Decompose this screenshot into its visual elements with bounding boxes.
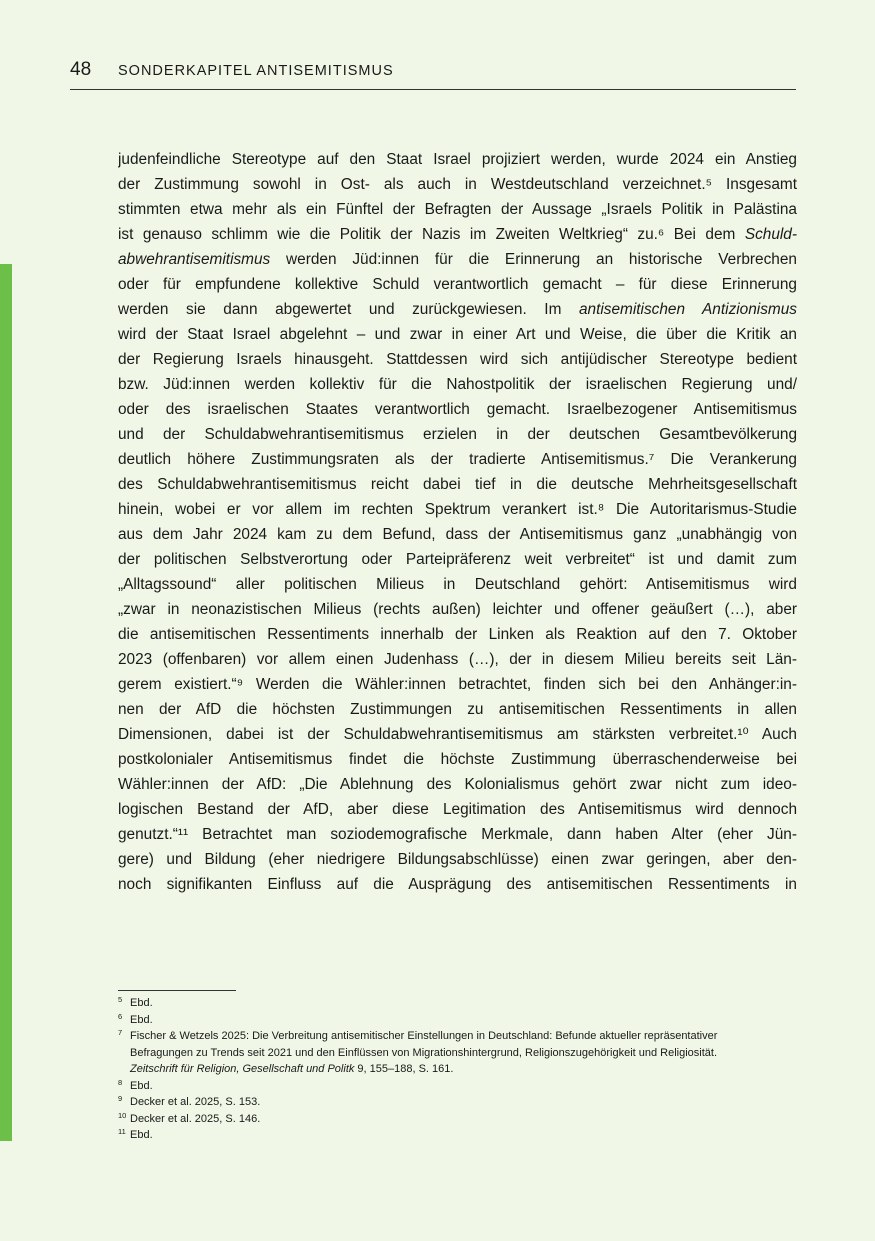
text-line: der Regierung Israels hinausgeht. Stattdessen wird sich antijüdischer Stereotype bedient <box>118 351 797 368</box>
text-line: Wähler:innen der AfD: „Die Ablehnung des Kolonialismus gehört zwar nicht zum ideo- <box>118 776 797 793</box>
footnote: 9 Decker et al. 2025, S. 153. <box>118 1094 261 1108</box>
text-line: gerem existiert.“⁹ Werden die Wähler:innen betrachtet, finden sich bei den Anhänger:in- <box>118 676 797 693</box>
text-line: werden sie dann abgewertet und zurückgewiesen. Im antisemitischen Antizionismus <box>118 301 797 318</box>
text-line: 2023 (offenbaren) vor allem einen Judenhass (…), der in diesem Milieu bereits seit Län- <box>118 651 797 668</box>
footnote: 5 Ebd. <box>118 995 153 1009</box>
footnotes <box>118 995 798 1144</box>
footnote: 7 Fischer & Wetzels 2025: Die Verbreitung antisemitischer Einstellungen in Deutschland: Befunde aktueller repräsentativer Befragungen zu Trends seit 2021 und den Einflüssen von Migrationshintergrund, Religionszugehörigkeit und Religiosität. Zeitschrift für Religion, Gesellschaft und Politk 9, 155–188, S. 161. <box>118 1028 718 1075</box>
text-line: bzw. Jüd:innen werden kollektiv für die Nahostpolitik der israelischen Regierung und/ <box>118 376 797 393</box>
text-line: logischen Bestand der AfD, aber diese Legitimation des Antisemitismus wird dennoch <box>118 801 797 818</box>
text-line: oder des israelischen Staates verantwortlich gemacht. Israelbezogener Antisemitismus <box>118 401 797 418</box>
text-line: „zwar in neonazistischen Milieus (rechts außen) leichter und offener geäußert (…), aber <box>118 601 797 618</box>
text-line: abwehrantisemitismus werden Jüd:innen für die Erinnerung an historische Verbrechen <box>118 251 797 268</box>
text-line: oder für empfundene kollektive Schuld verantwortlich gemacht – für diese Erinnerung <box>118 276 797 293</box>
text-line: gere) und Bildung (eher niedrigere Bildungsabschlüsse) einen zwar geringen, aber den- <box>118 851 797 868</box>
text-line: nen der AfD die höchsten Zustimmungen zu antisemitischen Ressentiments in allen <box>118 701 797 718</box>
page-number: 48 <box>70 59 92 80</box>
footnote: 6 Ebd. <box>118 1011 153 1026</box>
footnote-rule <box>118 990 236 991</box>
body-text <box>118 147 797 897</box>
running-title: SONDERKAPITEL ANTISEMITISMUS <box>118 63 394 79</box>
text-line: die antisemitischen Ressentiments innerhalb der Linken als Reaktion auf den 7. Oktober <box>118 626 797 643</box>
page-header <box>70 58 796 90</box>
footnote: 11 Ebd. <box>118 1127 153 1141</box>
text-line: des Schuldabwehrantisemitismus reicht dabei tief in die deutsche Mehrheitsgesellschaft <box>118 476 797 493</box>
text-line: aus dem Jahr 2024 kam zu dem Befund, dass der Antisemitismus ganz „unabhängig von <box>118 526 797 543</box>
text-line: wird der Staat Israel abgelehnt – und zwar in einer Art und Weise, die über die Kritik an <box>118 326 797 343</box>
text-line: und der Schuldabwehrantisemitismus erzielen in der deutschen Gesamtbevölkerung <box>118 426 797 443</box>
text-line: genutzt.“¹¹ Betrachtet man soziodemografische Merkmale, dann haben Alter (eher Jün- <box>118 826 797 843</box>
text-line: der Zustimmung sowohl in Ost- als auch in Westdeutschland verzeichnet.⁵ Insgesamt <box>118 176 797 193</box>
text-line: hinein, wobei er vor allem im rechten Spektrum verankert ist.⁸ Die Autoritarismus-Studie <box>118 501 797 518</box>
text-line: Dimensionen, dabei ist der Schuldabwehrantisemitismus am stärksten verbreitet.¹⁰ Auch <box>118 726 797 743</box>
text-line: postkolonialer Antisemitismus findet die höchste Zustimmung überraschenderweise bei <box>118 751 797 768</box>
footnote: 8 Ebd. <box>118 1077 153 1092</box>
footnote: 10 Decker et al. 2025, S. 146. <box>118 1110 261 1125</box>
text-line: ist genauso schlimm wie die Politik der Nazis im Zweiten Weltkrieg“ zu.⁶ Bei dem Schuld- <box>118 226 797 243</box>
side-accent-bar <box>0 264 12 1141</box>
text-line: deutlich höhere Zustimmungsraten als der tradierte Antisemitismus.⁷ Die Verankerung <box>118 451 797 468</box>
text-line: noch signifikanten Einfluss auf die Ausprägung des antisemitischen Ressentiments in <box>118 876 797 893</box>
text-line: der politischen Selbstverortung oder Parteipräferenz weit verbreitet“ ist und damit zum <box>118 551 797 568</box>
text-line: judenfeindliche Stereotype auf den Staat Israel projiziert werden, wurde 2024 ein Anstieg <box>118 151 797 168</box>
text-line: stimmten etwa mehr als ein Fünftel der Befragten der Aussage „Israels Politik in Palästina <box>118 201 797 218</box>
text-line: „Alltagssound“ aller politischen Milieus in Deutschland gehört: Antisemitismus wird <box>118 576 797 593</box>
